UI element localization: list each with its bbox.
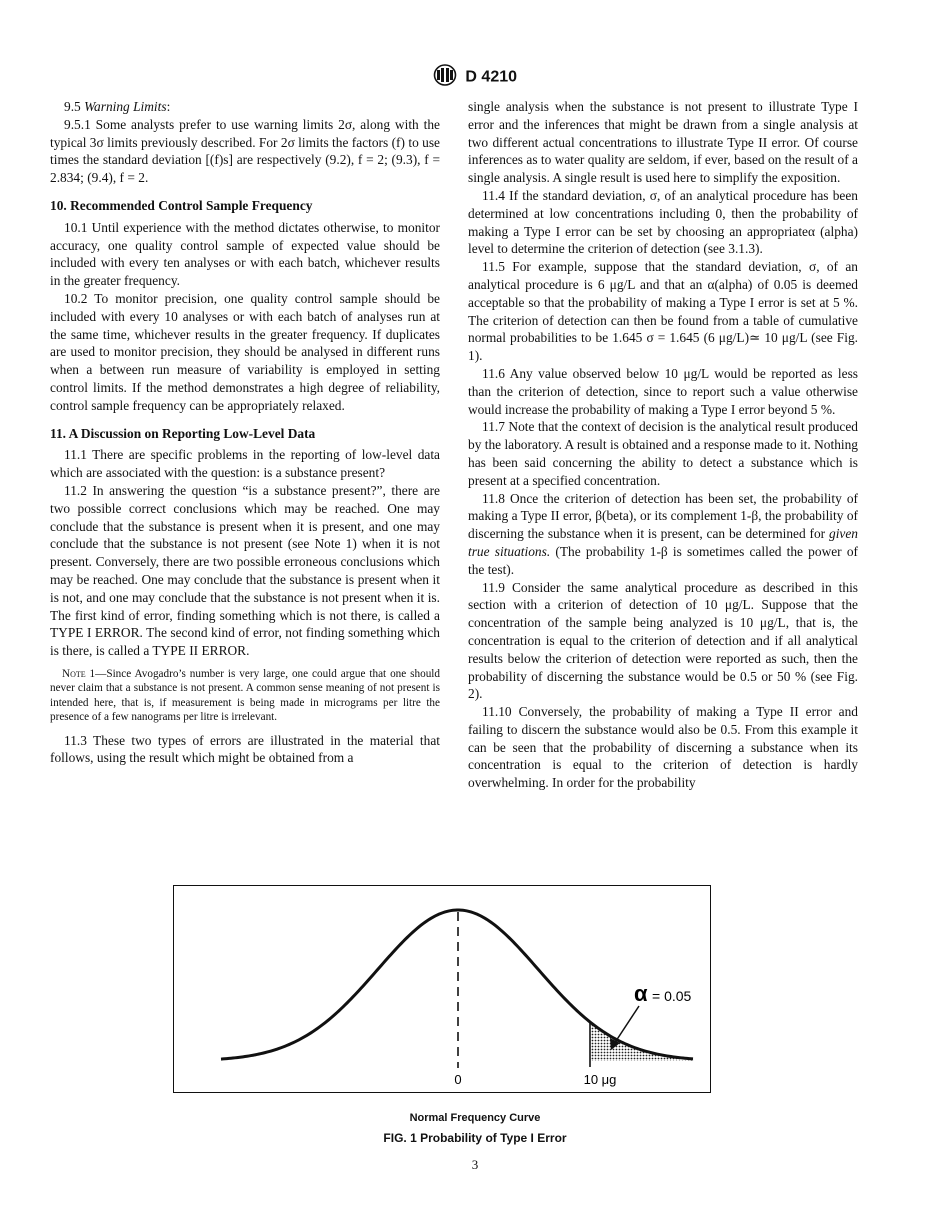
paragraph-9-5-1: 9.5.1 Some analysts prefer to use warning limits 2σ, along with the typical 3σ limits previously described. For 2σ limits the factors (f) to use times the standard deviation [(f)s] are respectively (9.2), f = 2; (9.3), f = 2.834; (9.4), f = 2. — [50, 116, 440, 186]
paragraph-11-2: 11.2 In answering the question “is a substance present?”, there are two possible correct conclusions which may be reached. One may conclude that the substance is present when it is present, and one may conclude that the substance is not present (see Note 1) when it is not present. Conversely, there are two possible erroneous conclusions which may be reached. One may conclude that the substance is present when it is not, and one may conclude that the substance is not present when it is. The first kind of error, finding something which is not there, is called a TYPE I ERROR. The second kind of error, not finding something which is there, is called a TYPE II ERROR. — [50, 482, 440, 659]
astm-logo-icon — [433, 64, 457, 91]
alpha-arrow-line — [614, 1006, 639, 1044]
paragraph-11-3: 11.3 These two types of errors are illustrated in the material that follows, using the result which might be obtained from a — [50, 732, 440, 766]
figure-caption: FIG. 1 Probability of Type I Error — [383, 1131, 567, 1145]
left-column — [50, 98, 440, 767]
figure-subcaption: Normal Frequency Curve — [409, 1112, 541, 1124]
normal-curve — [221, 910, 693, 1059]
paragraph-11-7: 11.7 Note that the context of decision is the analytical result produced by the laboratory. A result is obtained and a response made to it. Nothing has been said concerning the ability to detect a substance which is present at a specified concentration. — [468, 419, 858, 488]
paragraph-11-4: 11.4 If the standard deviation, σ, of an analytical procedure has been determined at low concentrations including 0, then the probability of making a Type I error can be set by choosing an appropriateα (alpha) level to determine the criterion of detection (see 3.1.3). — [468, 187, 858, 257]
section-heading-10: 10. Recommended Control Sample Frequency — [50, 197, 313, 213]
paragraph-11-5: 11.5 For example, suppose that the standard deviation, σ, of an analytical procedure is 6 μg/L and that an α(alpha) of 0.05 is deemed acceptable so that the probability of making a Type I error is set at 5 %. The criterion of detection can then be found from a table of cumulative normal probabilities to be 1.645 σ = 1.645 (6 μg/L)≃ 10 μg/L (see Fig. 1). — [468, 259, 858, 364]
alpha-symbol: α — [634, 981, 648, 1006]
paragraph-10-1: 10.1 Until experience with the method dictates otherwise, to monitor accuracy, one quality control sample of expected value should be included with every ten analyses or with each batch, whichever results in the greater frequency. — [50, 219, 440, 289]
page-header — [0, 64, 950, 91]
paragraph-9-5: 9.5 Warning Limits: — [64, 99, 171, 114]
normal-frequency-chart — [174, 886, 712, 1094]
paragraph-10-2: 10.2 To monitor precision, one quality control sample should be included with every 10 analyses or with each batch of analyses run at the same time, whichever results in the greater frequency. If duplicates are used to monitor precision, they should be analysed in different runs when a between run measure of variability is employed in setting control limits. If the method demonstrates a high degree of reliability, control sample frequency can be appropriately relaxed. — [50, 290, 440, 413]
paragraph-11-10: 11.10 Conversely, the probability of making a Type II error and failing to discern the substance would also be 0.5. From this example it can be seen that the probability of discerning a substance when its concentration is equal to the criterion of detection is hardly overwhelming. In order for the probability — [468, 704, 858, 791]
note-1: Note 1—Since Avogadro’s number is very large, one could argue that one should never claim that a substance is not present. A common sense meaning of not present is intended here, that is, if measurement is being made in micrograms per litre the presence of a few nanograms per litre is irrelevant. — [50, 667, 440, 724]
document-number: D 4210 — [465, 68, 518, 86]
figure-1-frame — [173, 885, 711, 1093]
section-heading-11: 11. A Discussion on Reporting Low-Level Data — [50, 425, 316, 441]
paragraph-11-9: 11.9 Consider the same analytical procedure as described in this section with a criterion of detection of 10 μg/L. Suppose that the concentration of the sample being analyzed is 10 μg/L, that is, the concentration is equal to the criterion of detection and if all analytical results below the criterion of detection were reported as such, then the probability of discerning the substance would be 0.5 or 50 % (see Fig. 2). — [468, 579, 858, 702]
right-column — [468, 98, 858, 792]
paragraph-continued: single analysis when the substance is not present to illustrate Type I error and the inferences that might be drawn from a single analysis at two different actual concentrations to illustrate Type II error. Of course inferences as to water quality are seldom, if ever, based on the result of a single analysis. A single result is used here to simplify the exposition. — [468, 99, 858, 186]
page-number: 3 — [471, 1157, 479, 1172]
paragraph-11-8: 11.8 Once the criterion of detection has been set, the probability of making a Type II error, β(beta), or its complement 1-β, the probability of discerning the substance when it is present, can be determined for given true situations. (The probability 1-β is sometimes called the power of the test). — [468, 490, 858, 577]
alpha-value-label: = 0.05 — [652, 988, 692, 1004]
paragraph-11-6: 11.6 Any value observed below 10 μg/L would be reported as less than the criterion of detection, since to report such a value otherwise would increase the probability of making a Type I error beyond 5 %. — [468, 365, 858, 417]
tick-label-criterion: 10 μg — [583, 1072, 617, 1087]
tick-label-zero: 0 — [454, 1072, 462, 1087]
alpha-shaded-tail — [590, 1022, 694, 1061]
paragraph-11-1: 11.1 There are specific problems in the reporting of low-level data which are associated with the question: is a substance present? — [50, 447, 440, 481]
